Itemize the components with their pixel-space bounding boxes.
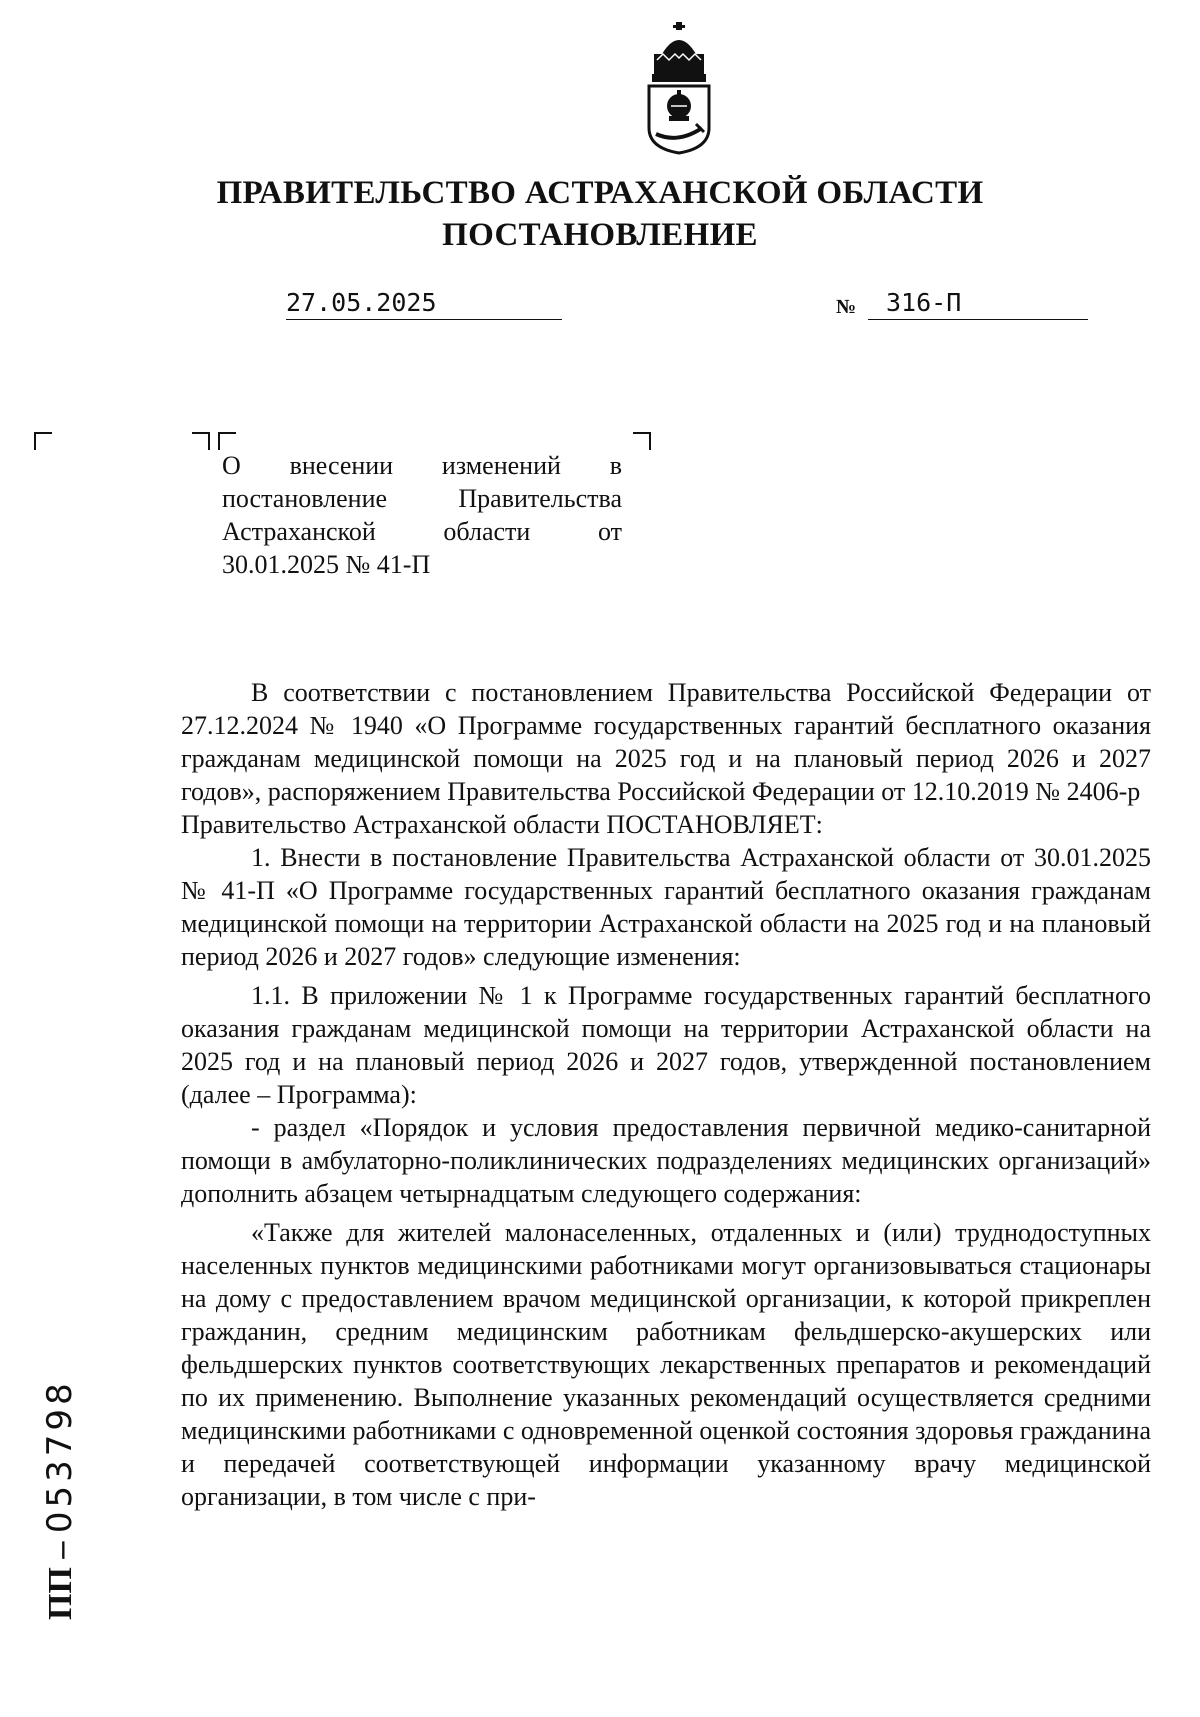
- corner-bracket-mid-left: [218, 432, 236, 450]
- preamble-paragraph: В соответствии с постановлением Правительства Российской Федерации от 27.12.2024 № 1940 «О Программе государственных гарантий бесплатного оказания гражданам медицинской помощи на 2025 год и на плановый период 2026 и 2027 годов», распоряжением Правительства Российской Федерации от 12.10.2019 № 2406-р: [181, 678, 1151, 806]
- number-sign: №: [836, 296, 857, 318]
- item-1-paragraph: 1. Внести в постановление Правительства Астраханской области от 30.01.2025 № 41-П «О Программе государственных гарантий бесплатного оказания гражданам медицинской помощи на территории Астраханской области на 2025 год и на плановый период 2026 и 2027 годов» следующие изменения:: [181, 843, 1151, 971]
- corner-bracket-left: [34, 432, 52, 450]
- document-heading: [200, 172, 1000, 256]
- astrakhan-coat-of-arms-icon: [640, 20, 718, 155]
- resolution-line: Правительство Астраханской области ПОСТАНОВЛЯЕТ:: [181, 810, 823, 839]
- item-1-1-dash-paragraph: - раздел «Порядок и условия предоставления первичной медико-санитарной помощи в амбулаторно-поликлинических подразделениях медицинских организаций» дополнить абзацем четырнадцатым следующего содержания:: [181, 1113, 1151, 1208]
- date-underline: [286, 319, 562, 320]
- document-number: 316-П: [886, 288, 962, 317]
- item-1-1-paragraph: 1.1. В приложении № 1 к Программе государственных гарантий бесплатного оказания гражданам медицинской помощи на территории Астраханской области на 2025 год и на плановый период 2026 и 2027 годов, утвержденной постановлением (далее – Программа):: [181, 981, 1151, 1109]
- government-name: ПРАВИТЕЛЬСТВО АСТРАХАНСКОЙ ОБЛАСТИ: [216, 175, 984, 211]
- document-date: 27.05.2025: [286, 288, 437, 317]
- document-body: [181, 676, 1151, 1513]
- document-title: О внесении изменений в постановление Правительства Астраханской области от 30.01.2025 № 41-П: [222, 451, 622, 579]
- number-underline: [868, 319, 1088, 320]
- serial-number: [40, 1379, 81, 1620]
- corner-bracket-mid-right: [192, 432, 210, 450]
- serial-prefix: ПП –: [42, 1541, 79, 1620]
- quote-paragraph: «Также для жителей малонаселенных, отдаленных и (или) труднодоступных населенных пунктов медицинскими работниками могут организовываться стационары на дому с предоставлением врачом медицинской организации, к которой прикреплен гражданин, средним медицинским работникам фельдшерско-акушерских или фельдшерских пунктов соответствующих лекарственных препаратов и рекомендаций по их применению. Выполнение указанных рекомендаций осуществляется средними медицинскими работниками с одновременной оценкой состояния здоровья гражданина и передачей соответствующей информации указанному врачу медицинской организации, в том числе с при-: [181, 1218, 1151, 1511]
- corner-bracket-right: [633, 432, 651, 450]
- document-type: ПОСТАНОВЛЕНИЕ: [442, 217, 758, 253]
- serial-digits: 053798: [40, 1379, 80, 1534]
